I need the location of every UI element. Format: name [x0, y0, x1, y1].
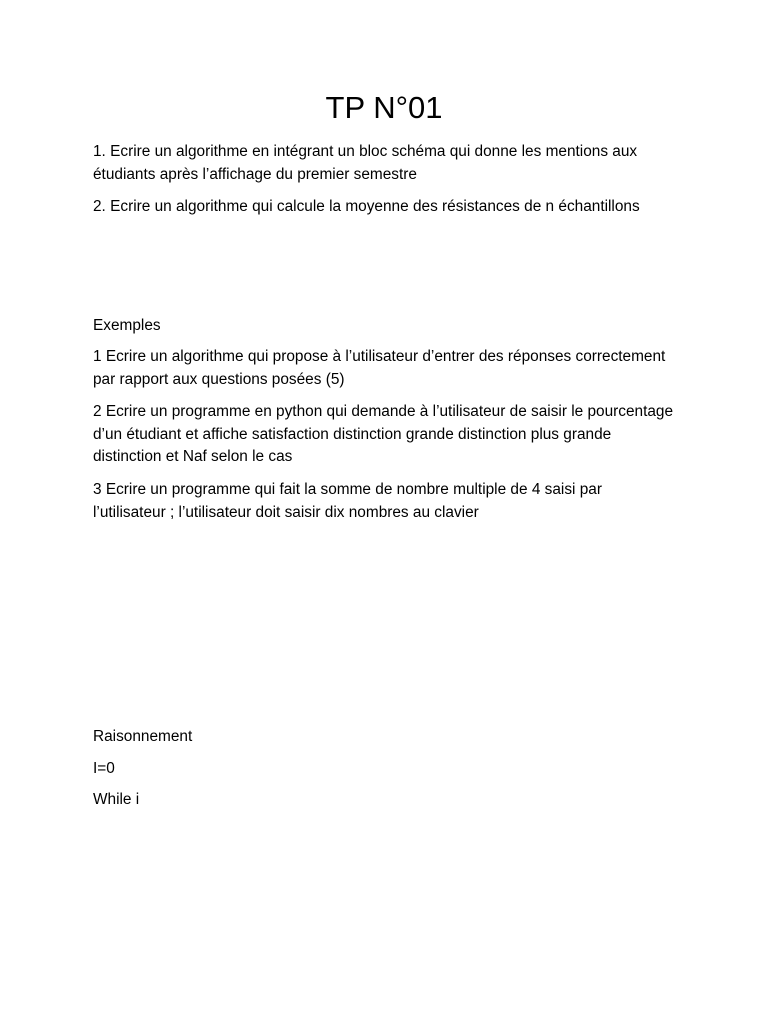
paragraph-example-2: 2 Ecrire un programme en python qui demande à l’utilisateur de saisir le pourcentage d’un étudiant et affiche satisfaction distinction grande distinction plus grande distinction et Naf selon le cas [93, 403, 674, 465]
paragraph-example-3: 3 Ecrire un programme qui fait la somme de nombre multiple de 4 saisi par l’utilisateur ; l’utilisateur doit saisir dix nombres au clavier [93, 481, 602, 521]
code-line-while: While i [93, 791, 140, 808]
paragraph-question-2: 2. Ecrire un algorithme qui calcule la moyenne des résistances de n échantillons [93, 198, 640, 215]
section-heading-reasoning: Raisonnement [93, 728, 193, 745]
document-title: TP N°01 [325, 90, 443, 125]
section-heading-examples: Exemples [93, 317, 161, 334]
paragraph-question-1: 1. Ecrire un algorithme en intégrant un bloc schéma qui donne les mentions aux étudiants après l’affichage du premier semestre [93, 143, 638, 183]
code-line-init: I=0 [93, 760, 115, 777]
paragraph-example-1: 1 Ecrire un algorithme qui propose à l’utilisateur d’entrer des réponses correctement par rapport aux questions posées (5) [93, 348, 666, 388]
